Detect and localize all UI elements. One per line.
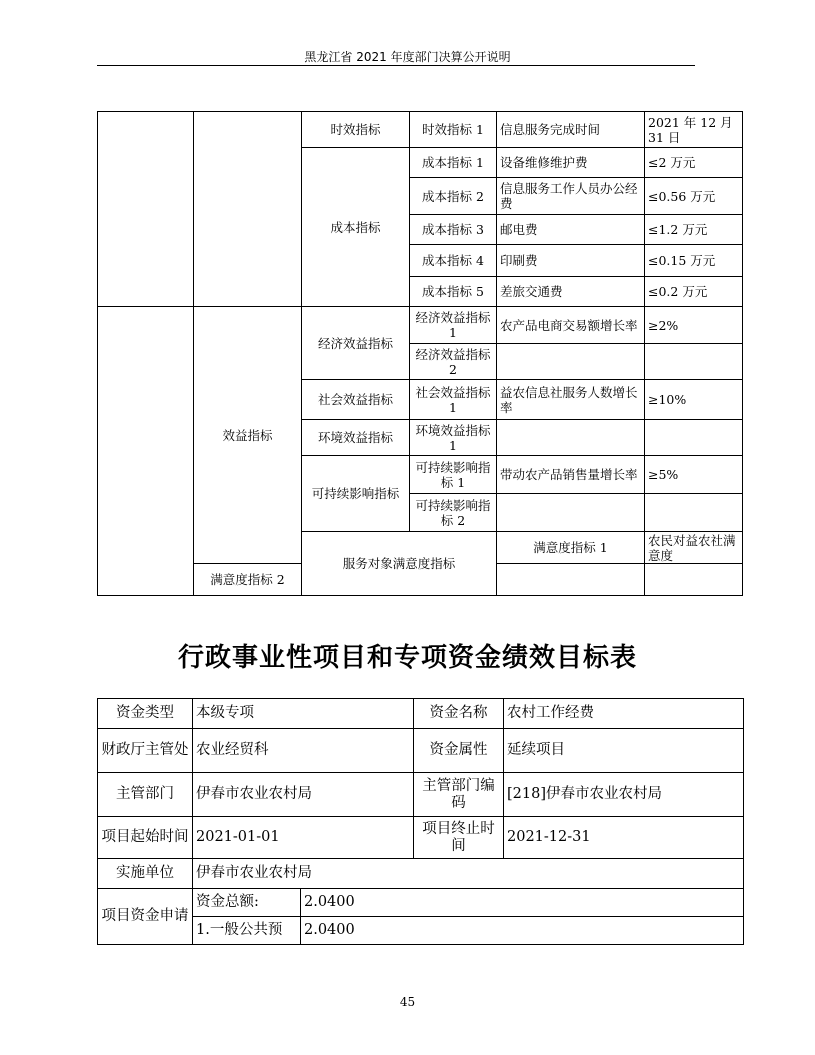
indicator-value: ≤2 万元 (645, 148, 743, 178)
indicator-name: 成本指标 2 (410, 178, 497, 215)
indicator-value (645, 494, 743, 532)
dept-label: 主管部门 (98, 773, 193, 817)
impl-value: 伊春市农业农村局 (193, 859, 744, 889)
general-label: 1.一般公共预 (193, 917, 301, 945)
indicator-name: 成本指标 1 (410, 148, 497, 178)
cost-label: 成本指标 (302, 148, 410, 307)
indicator-value (645, 344, 743, 380)
blank-l2-cell (194, 112, 302, 307)
impl-label: 实施单位 (98, 859, 193, 889)
end-label: 项目终止时间 (414, 817, 504, 859)
indicator-content: 设备维修维护费 (497, 148, 645, 178)
indicator-value: ≤0.2 万元 (645, 277, 743, 307)
indicator-name: 经济效益指标 2 (410, 344, 497, 380)
dept-code-label: 主管部门编码 (414, 773, 504, 817)
fund-attr-label: 资金属性 (414, 729, 504, 773)
fund-type-value: 本级专项 (193, 699, 414, 729)
finance-dept-value: 农业经贸科 (193, 729, 414, 773)
indicator-content: 邮电费 (497, 215, 645, 245)
indicator-value: ≤0.15 万元 (645, 245, 743, 277)
project-info-table (97, 698, 744, 945)
indicator-name: 成本指标 4 (410, 245, 497, 277)
indicator-name: 环境效益指标 1 (410, 420, 497, 456)
indicator-name: 时效指标 1 (410, 112, 497, 148)
fund-name-label: 资金名称 (414, 699, 504, 729)
indicator-content: 差旅交通费 (497, 277, 645, 307)
total-label: 资金总额: (193, 889, 301, 917)
econ-label: 经济效益指标 (302, 307, 410, 380)
indicator-value: ≥2% (645, 307, 743, 344)
indicator-content: 信息服务完成时间 (497, 112, 645, 148)
indicator-content: 信息服务工作人员办公经费 (497, 178, 645, 215)
indicator-value (645, 564, 743, 596)
finance-dept-label: 财政厅主管处 (98, 729, 193, 773)
indicator-name: 社会效益指标 1 (410, 380, 497, 420)
indicator-value: 2021 年 12 月 31 日 (645, 112, 743, 148)
total-value: 2.0400 (301, 889, 744, 917)
indicator-value: ≥10% (645, 380, 743, 420)
social-label: 社会效益指标 (302, 380, 410, 420)
indicator-content: 益农信息社服务人数增长率 (497, 380, 645, 420)
start-label: 项目起始时间 (98, 817, 193, 859)
fund-type-label: 资金类型 (98, 699, 193, 729)
header-rule (97, 65, 695, 66)
fund-name-value: 农村工作经费 (504, 699, 744, 729)
indicator-content (497, 420, 645, 456)
apply-label: 项目资金申请 (98, 889, 193, 945)
dept-code-value: [218]伊春市农业农村局 (504, 773, 744, 817)
general-value: 2.0400 (301, 917, 744, 945)
indicator-content: 农产品电商交易额增长率 (497, 307, 645, 344)
dept-value: 伊春市农业农村局 (193, 773, 414, 817)
indicator-value: ≤0.56 万元 (645, 178, 743, 215)
indicator-value: ≤1.2 万元 (645, 215, 743, 245)
env-label: 环境效益指标 (302, 420, 410, 456)
blank-l1-cell (98, 307, 194, 596)
indicator-content: 农民对益农社满意度 (645, 532, 743, 564)
indicator-name: 成本指标 5 (410, 277, 497, 307)
satisfaction-label: 服务对象满意度指标 (302, 532, 497, 596)
indicator-content (497, 494, 645, 532)
indicator-name: 满意度指标 1 (497, 532, 645, 564)
page-number: 45 (399, 995, 416, 1009)
performance-indicator-table (97, 111, 743, 596)
fund-attr-value: 延续项目 (504, 729, 744, 773)
indicator-content (497, 564, 645, 596)
blank-l1-cell (98, 112, 194, 307)
indicator-content: 带动农产品销售量增长率 (497, 456, 645, 494)
indicator-name: 可持续影响指标 2 (410, 494, 497, 532)
end-value: 2021-12-31 (504, 817, 744, 859)
table-title: 行政事业性项目和专项资金绩效目标表 (177, 643, 637, 673)
indicator-name: 经济效益指标 1 (410, 307, 497, 344)
indicator-name: 可持续影响指标 1 (410, 456, 497, 494)
page-header: 黑龙江省 2021 年度部门决算公开说明 (304, 50, 511, 64)
benefit-label: 效益指标 (194, 307, 302, 564)
indicator-name: 满意度指标 2 (194, 564, 302, 596)
indicator-value (645, 420, 743, 456)
indicator-content: 印刷费 (497, 245, 645, 277)
indicator-name: 成本指标 3 (410, 215, 497, 245)
indicator-content (497, 344, 645, 380)
timeliness-label: 时效指标 (302, 112, 410, 148)
indicator-value: ≥5% (645, 456, 743, 494)
sustain-label: 可持续影响指标 (302, 456, 410, 532)
start-value: 2021-01-01 (193, 817, 414, 859)
